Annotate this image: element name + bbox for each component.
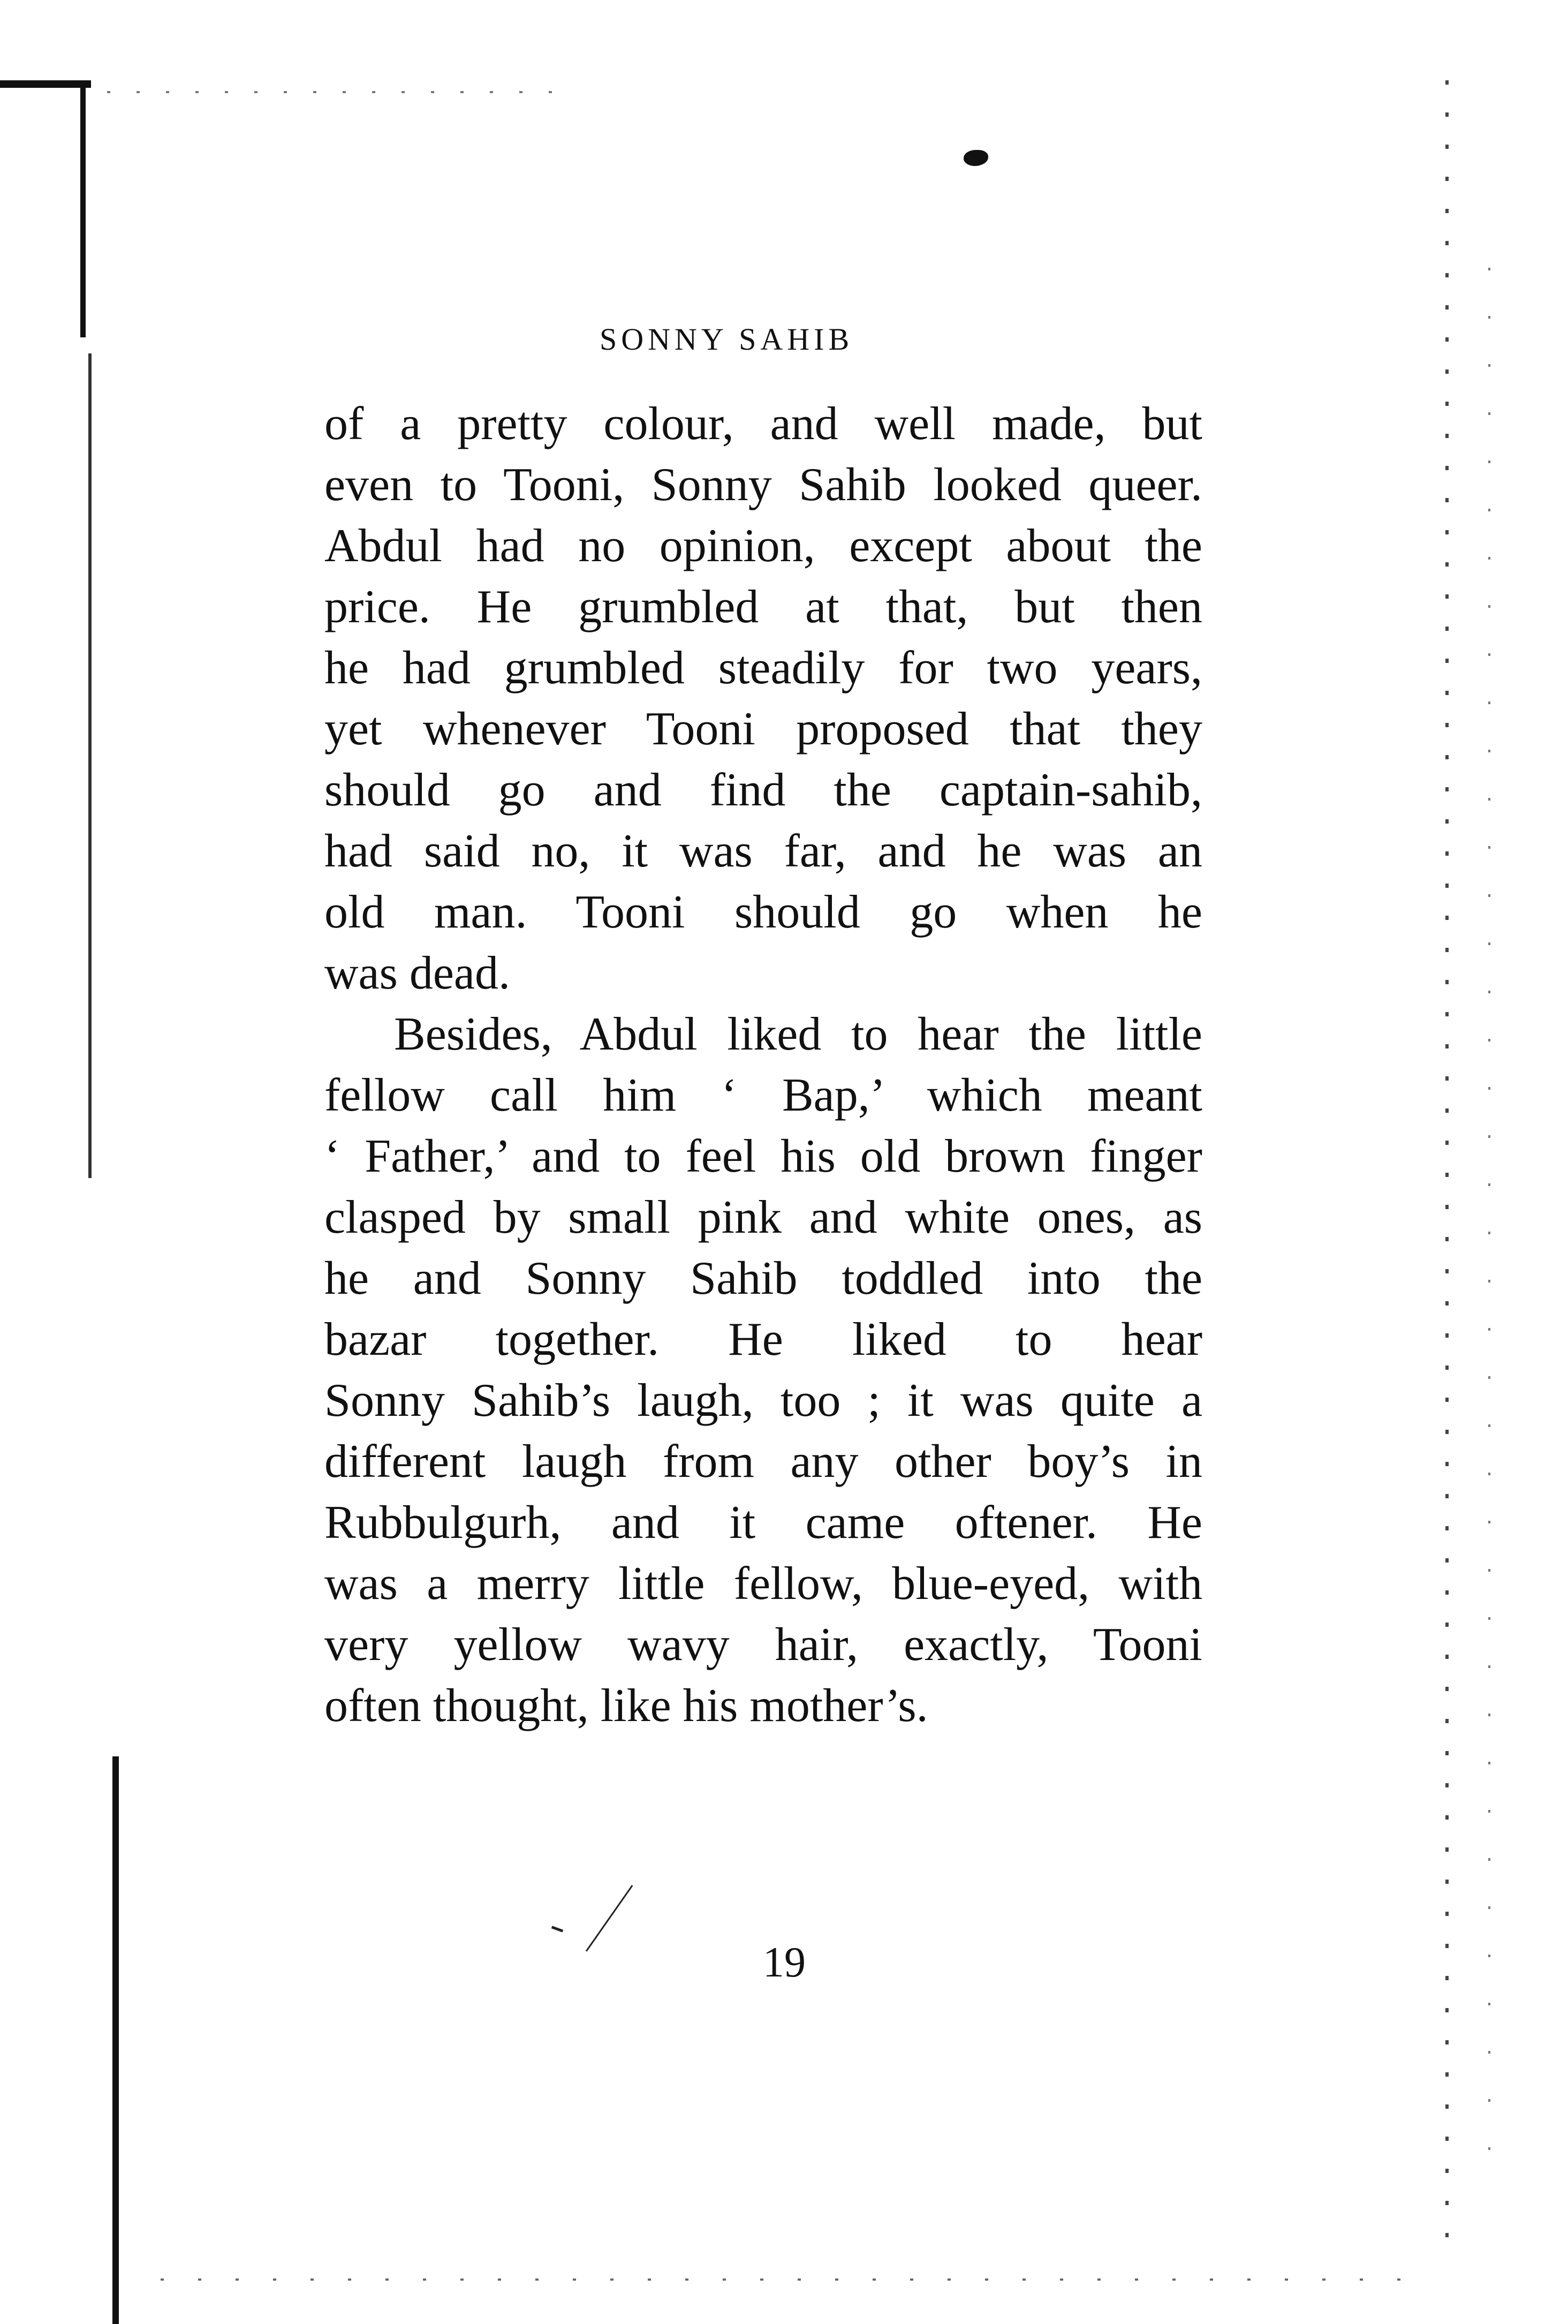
- text-line: was dead.: [324, 947, 510, 999]
- scan-specks-top: [107, 91, 562, 93]
- page-edge-left-upper: [80, 80, 86, 337]
- page-edge-left-lower: [112, 1756, 119, 2324]
- text-line: he had grumbled steadily for two years,: [324, 642, 1202, 694]
- page-edge-top: [0, 80, 91, 88]
- text-line: ‘ Father,’ and to feel his old brown finger: [324, 1130, 1202, 1182]
- scan-specks-bottom: [161, 2278, 1419, 2281]
- page-edge-left-middle: [88, 353, 92, 1178]
- text-line: bazar together. He liked to hear: [324, 1314, 1202, 1365]
- body-text: [324, 394, 1202, 1737]
- pencil-mark: [586, 1885, 633, 1952]
- text-line: Besides, Abdul liked to hear the little: [394, 1008, 1202, 1060]
- page-edge-right: [1445, 80, 1449, 2249]
- pencil-dash: [551, 1926, 563, 1932]
- text-line: Rubbulgurh, and it came oftener. He: [324, 1497, 1202, 1549]
- text-line: often thought, like his mother’s.: [324, 1680, 928, 1732]
- running-head: SONNY SAHIB: [600, 322, 854, 357]
- page-edge-right-specks: [1488, 268, 1490, 2195]
- text-line: even to Tooni, Sonny Sahib looked queer.: [324, 459, 1202, 511]
- paragraph: [324, 1004, 1202, 1737]
- paragraph: [324, 394, 1202, 1004]
- ink-blot: [964, 150, 988, 166]
- text-line: Abdul had no opinion, except about the: [324, 520, 1202, 572]
- text-line: price. He grumbled at that, but then: [324, 581, 1202, 633]
- text-line: different laugh from any other boy’s in: [324, 1436, 1202, 1488]
- text-line: of a pretty colour, and well made, but: [324, 398, 1202, 450]
- text-line: very yellow wavy hair, exactly, Tooni: [324, 1619, 1202, 1671]
- text-line: fellow call him ‘ Bap,’ which meant: [324, 1069, 1202, 1121]
- text-line: had said no, it was far, and he was an: [324, 825, 1202, 877]
- text-line: old man. Tooni should go when he: [324, 886, 1202, 938]
- text-line: he and Sonny Sahib toddled into the: [324, 1252, 1202, 1304]
- page-number: 19: [763, 1939, 806, 1986]
- text-line: yet whenever Tooni proposed that they: [324, 703, 1202, 755]
- text-line: should go and find the captain-sahib,: [324, 764, 1202, 816]
- text-line: Sonny Sahib’s laugh, too ; it was quite a: [324, 1375, 1202, 1427]
- text-line: was a merry little fellow, blue-eyed, with: [324, 1558, 1202, 1610]
- text-line: clasped by small pink and white ones, as: [324, 1191, 1202, 1243]
